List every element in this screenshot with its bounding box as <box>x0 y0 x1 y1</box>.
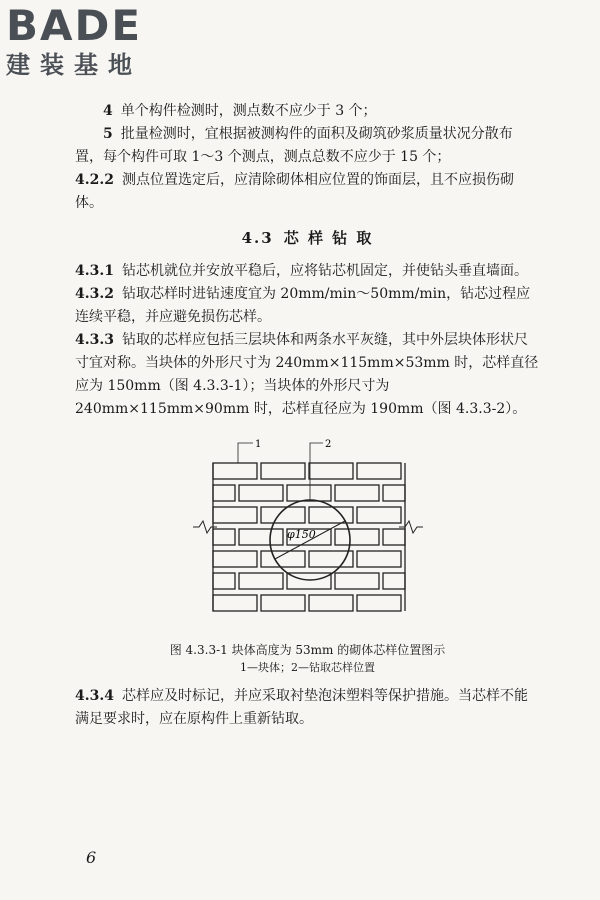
clause-text: 芯样应及时标记，并应采取衬垫泡沫塑料等保护措施。当芯样不能满足要求时，应在原构件上重新钻取。 <box>75 688 528 727</box>
clause-4-3-4 <box>75 685 540 731</box>
break-mark-right <box>399 521 423 533</box>
brick <box>335 485 379 501</box>
brick <box>213 529 235 545</box>
label-1: 1 <box>254 439 261 450</box>
clause-number: 4.3.4 <box>75 688 114 704</box>
document-body <box>75 100 540 731</box>
brick <box>239 529 283 545</box>
page-number: 6 <box>86 848 97 867</box>
clause-text: 钻取的芯样应包括三层块体和两条水平灰缝，其中外层块体形状尺寸宜对称。当块体的外形尺寸为 240mm×115mm×53mm 时，芯样直径应为 150mm（图 4.3.3-1）；当块体的外形尺寸为 240mm×115mm×90mm 时，芯样直径应为 190mm（图 4.3.3-2）。 <box>75 332 539 417</box>
brick <box>309 551 353 567</box>
item-text: 批量检测时，宜根据被测构件的面积及砌筑砂浆质量状况分散布置，每个构件可取 1～3 个测点，测点总数不应少于 15 个； <box>75 126 513 165</box>
brick <box>213 551 257 567</box>
brick <box>383 573 405 589</box>
brick <box>287 573 331 589</box>
list-item <box>75 100 540 123</box>
brick <box>261 551 305 567</box>
clause-4-3-3 <box>75 329 540 421</box>
item-text: 单个构件检测时，测点数不应少于 3 个； <box>120 103 377 119</box>
brick <box>357 551 401 567</box>
brick <box>287 485 331 501</box>
brick <box>213 485 235 501</box>
clause-text: 钻取芯样时进钻速度宜为 20mm/min～50mm/min，钻芯过程应连续平稳，并应避免损伤芯样。 <box>75 286 531 325</box>
brick <box>383 485 405 501</box>
section-title: 芯 样 钻 取 <box>283 229 374 247</box>
logo-subtitle: 建装基地 <box>6 51 142 79</box>
brick <box>261 507 305 523</box>
logo-wordmark: BADE <box>6 1 143 50</box>
figure-caption: 图 4.3.3-1 块体高度为 53mm 的砌体芯样位置图示 <box>169 643 446 657</box>
clause-text: 钻芯机就位并安放平稳后，应将钻芯机固定，并使钻头垂直墙面。 <box>121 263 528 279</box>
clause-number: 4.3.1 <box>75 263 114 279</box>
item-number: 5 <box>103 126 113 142</box>
brick <box>239 573 283 589</box>
clause-number: 4.2.2 <box>75 172 114 188</box>
figure-legend: 1—块体；2—钻取芯样位置 <box>240 661 375 674</box>
brick <box>309 595 353 611</box>
bade-logo <box>6 1 176 80</box>
brick-wall-diagram <box>193 435 423 635</box>
brick <box>357 463 401 479</box>
clause-text: 测点位置选定后，应清除砌体相应位置的饰面层，且不应损伤砌体。 <box>75 172 514 211</box>
clause-number: 4.3.2 <box>75 286 114 302</box>
diameter-label: φ150 <box>286 528 316 541</box>
section-heading <box>75 227 540 250</box>
brick-core-figure <box>75 435 540 635</box>
label-2: 2 <box>324 439 331 450</box>
brick <box>213 507 257 523</box>
brick <box>335 529 379 545</box>
item-number: 4 <box>103 103 113 119</box>
brick <box>383 529 405 545</box>
brick <box>335 573 379 589</box>
brick <box>309 507 353 523</box>
clause-4-3-2 <box>75 283 540 329</box>
brick <box>213 573 235 589</box>
brick <box>261 463 305 479</box>
clause-4-3-1 <box>75 260 540 283</box>
section-number: 4.3 <box>241 229 274 247</box>
brick <box>239 485 283 501</box>
brick <box>357 595 401 611</box>
leader-2 <box>310 443 323 500</box>
brick <box>213 463 257 479</box>
brick <box>213 595 257 611</box>
brick <box>261 595 305 611</box>
leader-1 <box>238 443 253 463</box>
list-item <box>75 123 540 169</box>
brick <box>309 463 353 479</box>
brick <box>357 507 401 523</box>
clause-number: 4.3.3 <box>75 332 114 348</box>
clause-4-2-2 <box>75 169 540 215</box>
